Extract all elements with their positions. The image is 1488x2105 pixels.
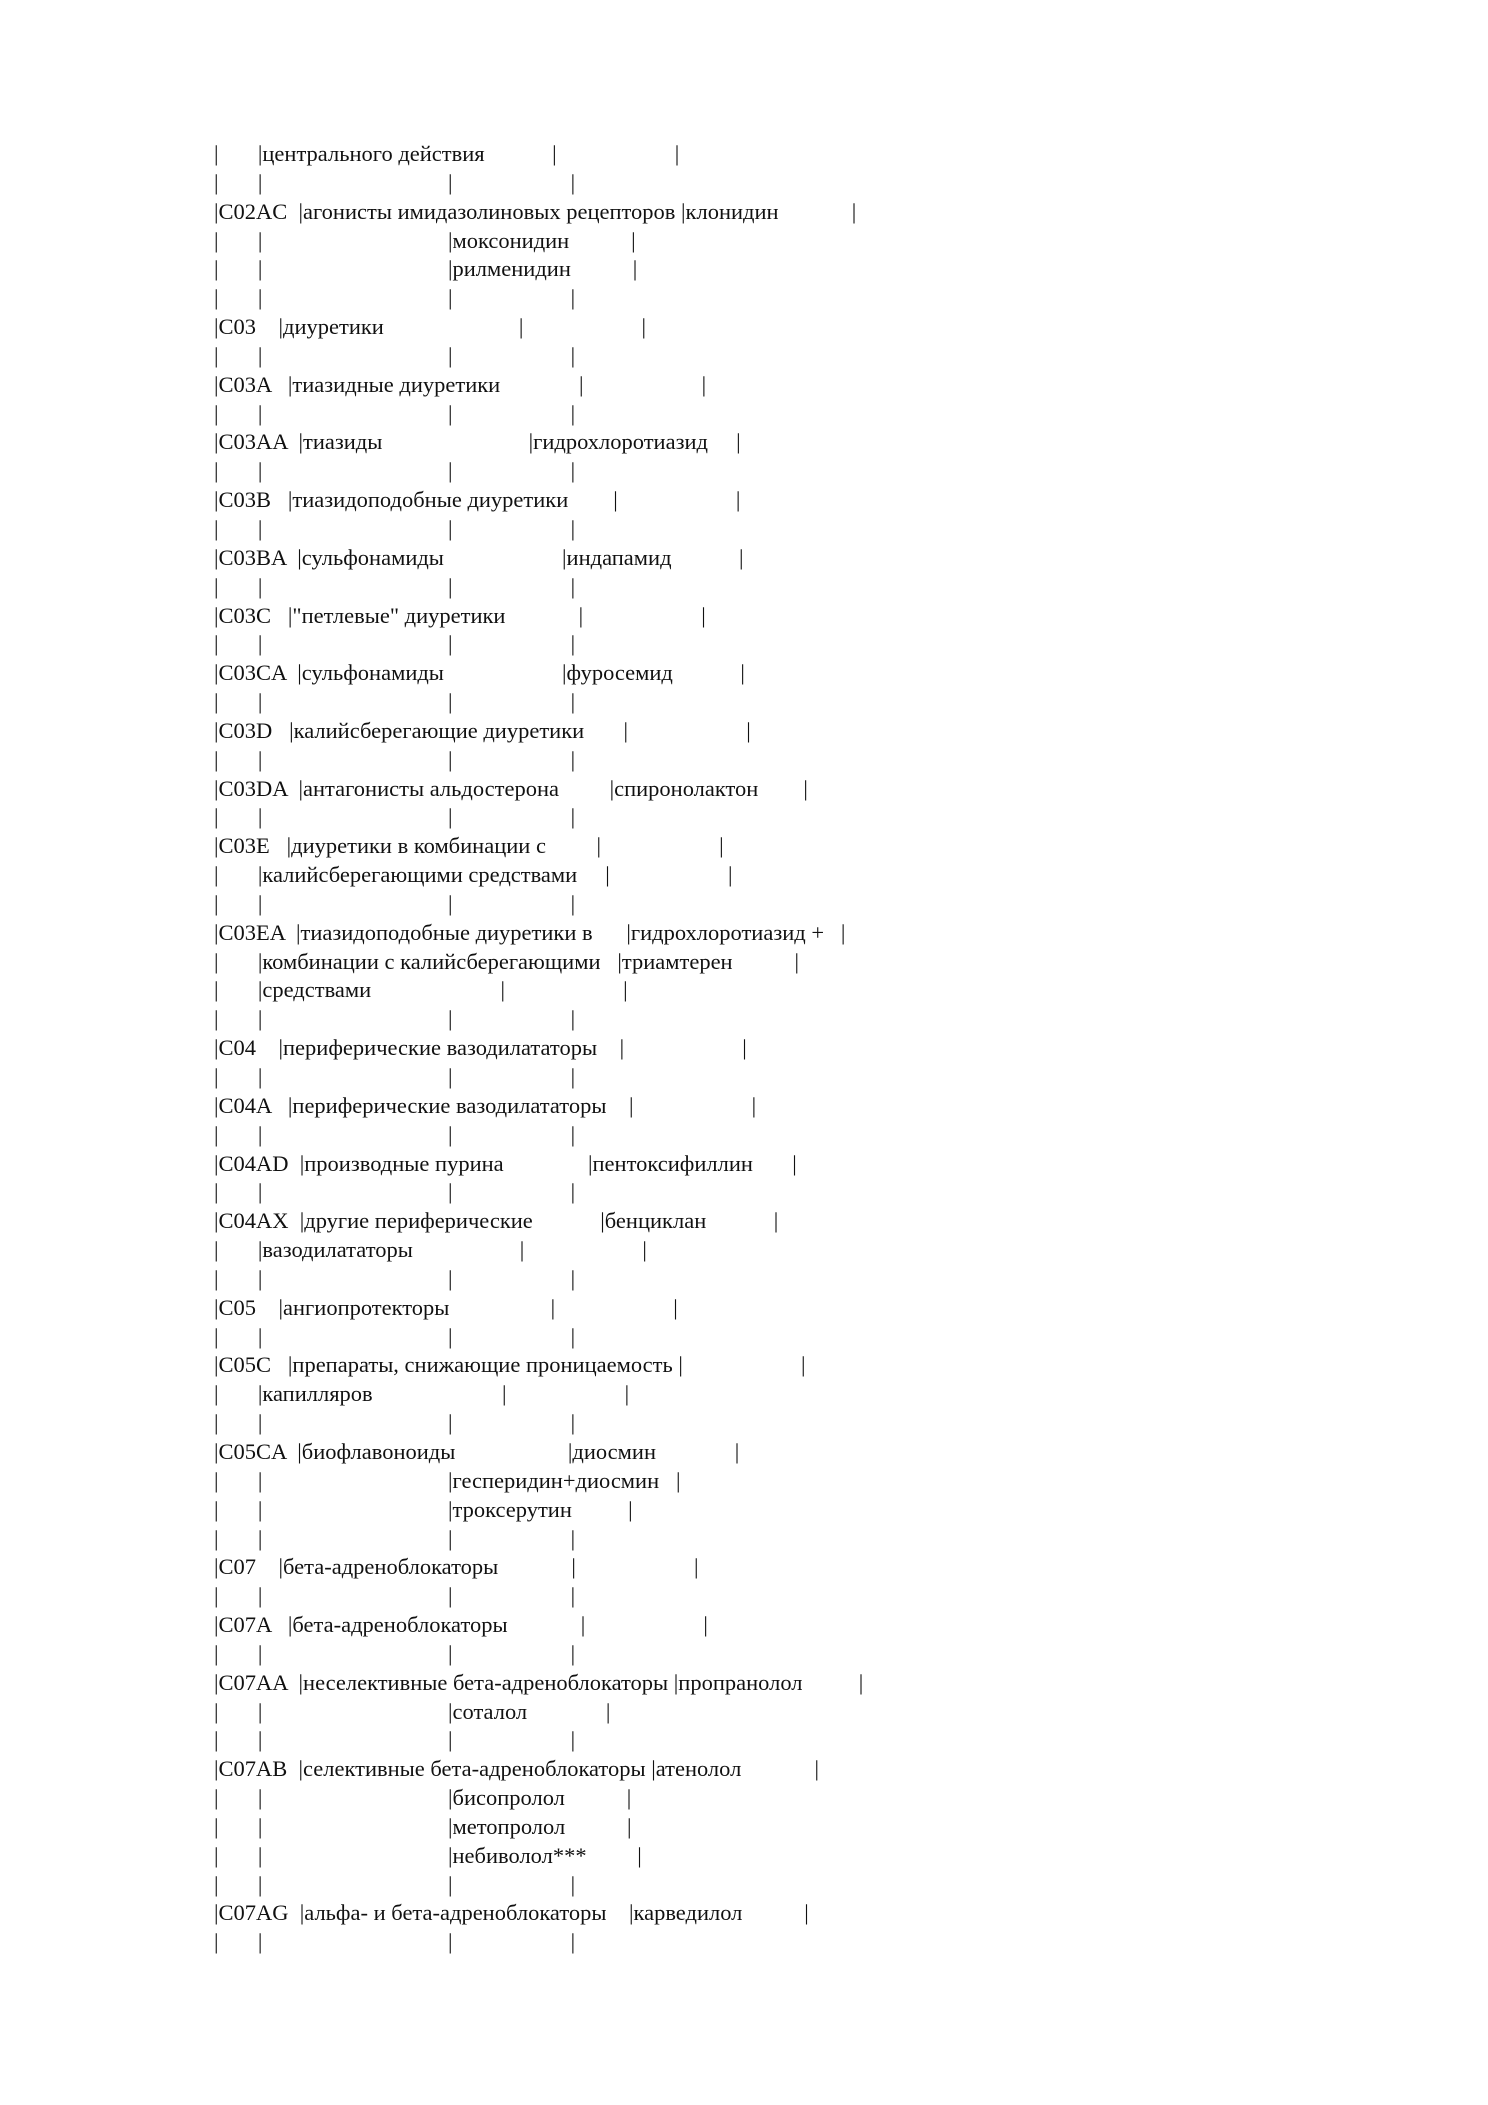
table-row: |C03E |диуретики в комбинации с | | [214, 833, 724, 859]
table-row: | | |метопролол | [214, 1813, 632, 1839]
table-row: | | | | [214, 746, 576, 772]
table-row: |C03AA |тиазиды |гидрохлоротиазид | [214, 429, 741, 455]
table-row: |C07AG |альфа- и бета-адреноблокаторы |карведилол | [214, 1900, 809, 1926]
table-row: | | | | [214, 1727, 576, 1753]
table-row: | | | | [214, 1323, 576, 1349]
table-row: |C04A |периферические вазодилататоры | | [214, 1092, 757, 1118]
table-row: |C03BA |сульфонамиды |индапамид | [214, 544, 744, 570]
table-row: | | | | [214, 1929, 576, 1955]
table-row: |C05CA |биофлавоноиды |диосмин | [214, 1438, 740, 1464]
table-row: | | |гесперидин+диосмин | [214, 1467, 681, 1493]
table-row: | | | | [214, 804, 576, 830]
table-row: | | | | [214, 458, 576, 484]
table-row: | | | | [214, 1640, 576, 1666]
table-row: | | |соталол | [214, 1698, 611, 1724]
table-row: |C07 |бета-адреноблокаторы | | [214, 1554, 699, 1580]
table-row: |C07AB |селективные бета-адреноблокаторы |атенолол | [214, 1756, 819, 1782]
table-row: | | |небиволол*** | [214, 1842, 642, 1868]
table-row: | | | | [214, 342, 576, 368]
table-row: |C04AD |производные пурина |пентоксифиллин | [214, 1150, 797, 1176]
table-row: | |комбинации с калийсберегающими |триамтерен | [214, 948, 799, 974]
table-row: |C03DA |антагонисты альдостерона |спиронолактон | [214, 775, 808, 801]
table-row: | | | | [214, 631, 576, 657]
table-row: | |калийсберегающими средствами | | [214, 862, 733, 888]
table-row: |C07AA |неселективные бета-адреноблокаторы |пропранолол | [214, 1669, 864, 1695]
table-row: | |капилляров | | [214, 1381, 630, 1407]
table-row: |C07A |бета-адреноблокаторы | | [214, 1612, 708, 1638]
pseudographic-table [214, 140, 1414, 1957]
table-row: |C03D |калийсберегающие диуретики | | [214, 717, 751, 743]
table-row: | | | | [214, 285, 576, 311]
table-row: |C03B |тиазидоподобные диуретики | | [214, 487, 741, 513]
table-row: | | | | [214, 689, 576, 715]
table-row: | | | | [214, 1006, 576, 1032]
table-row: | | |моксонидин | [214, 227, 636, 253]
table-row: | | | | [214, 890, 576, 916]
table-row: | | | | [214, 1265, 576, 1291]
table-row: | |центрального действия | | [214, 141, 680, 166]
table-row: | | | | [214, 573, 576, 599]
table-row: | | | | [214, 1583, 576, 1609]
table-row: | | | | [214, 1871, 576, 1897]
table-row: | | | | [214, 1121, 576, 1147]
table-row: | | | | [214, 1410, 576, 1436]
table-row: |C03C |"петлевые" диуретики | | [214, 602, 706, 628]
table-row: | | | | [214, 1525, 576, 1551]
table-row: | |вазодилататоры | | [214, 1237, 647, 1263]
table-row: | | | | [214, 169, 576, 195]
table-row: |C03 |диуретики | | [214, 314, 646, 340]
table-row: | |средствами | | [214, 977, 628, 1003]
table-row: | | |рилменидин | [214, 256, 638, 282]
table-row: |C04 |периферические вазодилататоры | | [214, 1035, 747, 1061]
table-row: | | | | [214, 1179, 576, 1205]
table-row: | | | | [214, 400, 576, 426]
table-row: |C05 |ангиопротекторы | | [214, 1294, 678, 1320]
table-row: | | |бисопролол | [214, 1785, 632, 1811]
table-row: | | | | [214, 1064, 576, 1089]
table-row: |C03EA |тиазидоподобные диуретики в |гидрохлоротиазид + | [214, 919, 846, 945]
table-row: |C03A |тиазидные диуретики | | [214, 371, 707, 397]
table-row: | | | | [214, 515, 576, 541]
table-row: |C02AC |агонисты имидазолиновых рецепторов |клонидин | [214, 198, 857, 224]
table-row: |C04AX |другие периферические |бенциклан | [214, 1208, 779, 1234]
table-row: |C03CA |сульфонамиды |фуросемид | [214, 660, 745, 686]
table-row: |C05C |препараты, снижающие проницаемость | | [214, 1352, 806, 1378]
table-row: | | |троксерутин | [214, 1496, 633, 1522]
